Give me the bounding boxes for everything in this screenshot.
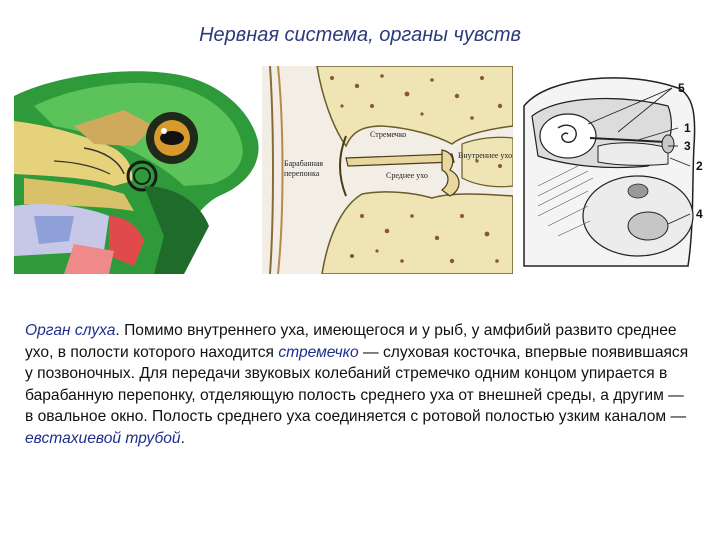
- middle-ear-label: Среднее ухо: [386, 171, 428, 180]
- diagram-label-3: 3: [684, 139, 691, 153]
- term-hearing-organ: Орган слуха: [25, 322, 116, 339]
- diagram-label-1: 1: [684, 121, 691, 135]
- diagram-label-5: 5: [678, 81, 685, 95]
- diagram-label-2: 2: [696, 159, 703, 173]
- diagram-label-4: 4: [696, 207, 703, 221]
- paragraph-text-2: — слуховая косточка, впервые появившаяся у позвоночных. Для передачи звуковых колебаний стремечко одним концом упирается в барабанную перепонку, отделяющую полость среднего уха от внешней среды, а другим — в овальное окно. Полость среднего уха соединяется с ротовой полостью узким каналом —: [25, 343, 689, 426]
- tympanic-membrane-label: Барабанная перепонка: [284, 159, 324, 178]
- body-paragraph: [25, 320, 695, 450]
- paragraph-text-1: . Помимо внутреннего уха, имеющегося и у рыб, у амфибий развито среднее ухо, в полости которого находится: [25, 322, 677, 361]
- term-stapes: стремечко: [278, 343, 359, 361]
- page-title: Нервная система, органы чувств: [199, 24, 521, 46]
- ear-schematic-image: [518, 66, 718, 274]
- inner-ear-label: Внутреннее ухо: [458, 151, 513, 160]
- frog-head-image: [14, 66, 260, 274]
- term-eustachian-tube: евстахиевой трубой: [25, 429, 181, 447]
- ear-section-image: [262, 66, 513, 274]
- stapes-label: Стремечко: [370, 130, 407, 139]
- paragraph-text-3: .: [180, 429, 185, 447]
